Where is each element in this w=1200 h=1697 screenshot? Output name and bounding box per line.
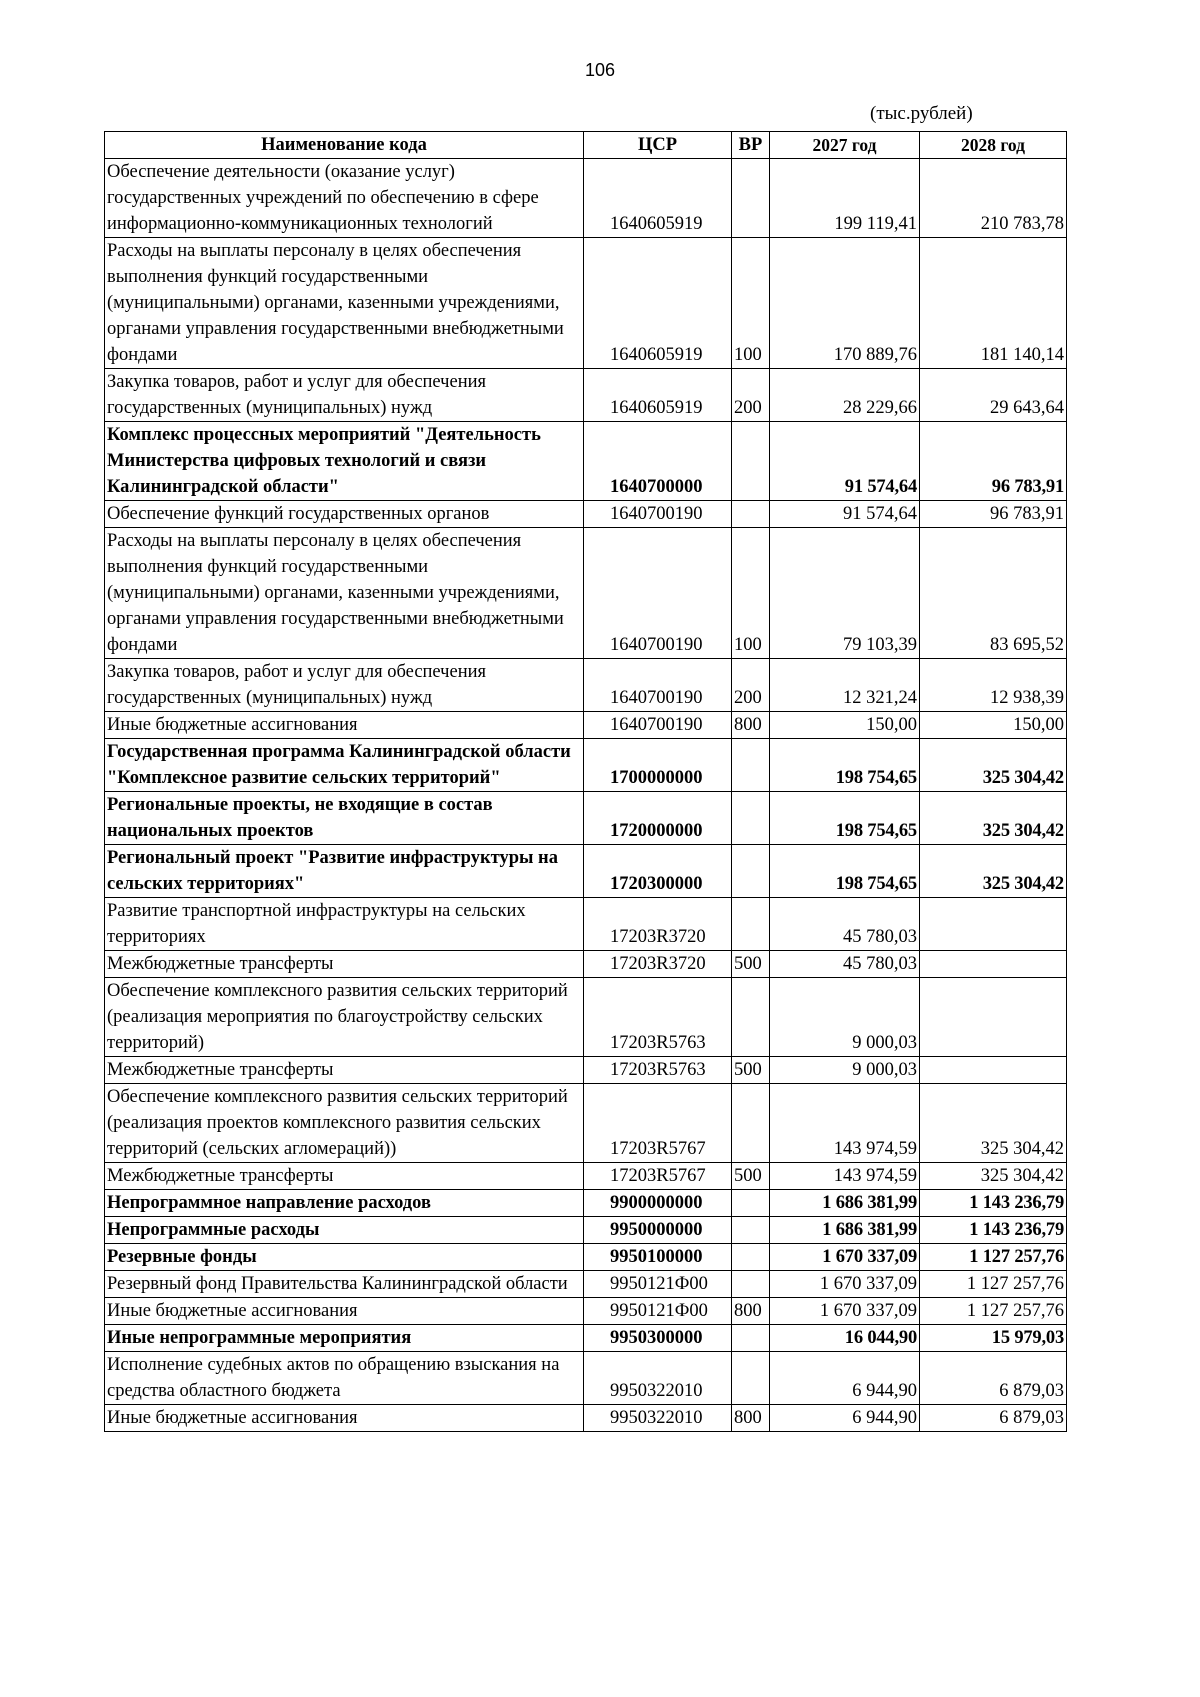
header-name: Наименование кода bbox=[105, 132, 584, 159]
cell-vr bbox=[732, 1244, 770, 1271]
table-row bbox=[105, 238, 1067, 369]
cell-vr bbox=[732, 978, 770, 1057]
cell-vr: 500 bbox=[732, 1163, 770, 1190]
cell-csr: 1640700000 bbox=[584, 422, 732, 501]
cell-2028: 83 695,52 bbox=[920, 528, 1067, 659]
cell-2027: 1 670 337,09 bbox=[770, 1244, 920, 1271]
cell-name: Межбюджетные трансферты bbox=[105, 951, 584, 978]
table-row bbox=[105, 845, 1067, 898]
cell-csr: 17203R5767 bbox=[584, 1084, 732, 1163]
cell-vr: 500 bbox=[732, 951, 770, 978]
cell-vr bbox=[732, 1217, 770, 1244]
cell-2028: 12 938,39 bbox=[920, 659, 1067, 712]
cell-2027: 143 974,59 bbox=[770, 1084, 920, 1163]
cell-2027: 1 670 337,09 bbox=[770, 1271, 920, 1298]
cell-csr: 1640605919 bbox=[584, 369, 732, 422]
cell-name: Иные бюджетные ассигнования bbox=[105, 712, 584, 739]
cell-2027: 143 974,59 bbox=[770, 1163, 920, 1190]
cell-name: Комплекс процессных мероприятий "Деятельность Министерства цифровых технологий и связи Калининградской области" bbox=[105, 422, 584, 501]
cell-csr: 1640605919 bbox=[584, 159, 732, 238]
cell-2027: 91 574,64 bbox=[770, 501, 920, 528]
cell-2028: 96 783,91 bbox=[920, 422, 1067, 501]
table-row bbox=[105, 369, 1067, 422]
cell-name: Обеспечение функций государственных органов bbox=[105, 501, 584, 528]
cell-2028: 325 304,42 bbox=[920, 1163, 1067, 1190]
cell-2027: 1 670 337,09 bbox=[770, 1298, 920, 1325]
cell-name: Иные бюджетные ассигнования bbox=[105, 1405, 584, 1432]
table-row bbox=[105, 1325, 1067, 1352]
cell-csr: 17203R5763 bbox=[584, 1057, 732, 1084]
cell-2027: 9 000,03 bbox=[770, 978, 920, 1057]
cell-vr bbox=[732, 792, 770, 845]
cell-2027: 12 321,24 bbox=[770, 659, 920, 712]
cell-2027: 79 103,39 bbox=[770, 528, 920, 659]
cell-2028: 210 783,78 bbox=[920, 159, 1067, 238]
cell-csr: 9950121Ф00 bbox=[584, 1298, 732, 1325]
table-row bbox=[105, 659, 1067, 712]
table-row bbox=[105, 1298, 1067, 1325]
table-row bbox=[105, 898, 1067, 951]
cell-vr bbox=[732, 1190, 770, 1217]
cell-2028: 6 879,03 bbox=[920, 1352, 1067, 1405]
cell-2028 bbox=[920, 978, 1067, 1057]
table-row bbox=[105, 1057, 1067, 1084]
budget-table bbox=[104, 131, 1067, 1432]
cell-name: Обеспечение комплексного развития сельских территорий (реализация мероприятия по благоустройству сельских территорий) bbox=[105, 978, 584, 1057]
cell-2027: 9 000,03 bbox=[770, 1057, 920, 1084]
table-header-row bbox=[105, 132, 1067, 159]
cell-name: Межбюджетные трансферты bbox=[105, 1057, 584, 1084]
table-row bbox=[105, 978, 1067, 1057]
cell-name: Развитие транспортной инфраструктуры на сельских территориях bbox=[105, 898, 584, 951]
cell-2027: 91 574,64 bbox=[770, 422, 920, 501]
cell-name: Иные бюджетные ассигнования bbox=[105, 1298, 584, 1325]
table-row bbox=[105, 951, 1067, 978]
cell-vr bbox=[732, 1084, 770, 1163]
cell-vr bbox=[732, 501, 770, 528]
cell-2028: 325 304,42 bbox=[920, 739, 1067, 792]
cell-vr bbox=[732, 1325, 770, 1352]
cell-csr: 17203R3720 bbox=[584, 951, 732, 978]
cell-csr: 1640700190 bbox=[584, 659, 732, 712]
cell-name: Расходы на выплаты персоналу в целях обеспечения выполнения функций государственными (муниципальными) органами, казенными учреждениями, органами управления государственными внебюджетными фондами bbox=[105, 238, 584, 369]
cell-2027: 6 944,90 bbox=[770, 1405, 920, 1432]
cell-2028: 325 304,42 bbox=[920, 845, 1067, 898]
table-row bbox=[105, 422, 1067, 501]
cell-2028: 29 643,64 bbox=[920, 369, 1067, 422]
cell-name: Региональный проект "Развитие инфраструктуры на сельских территориях" bbox=[105, 845, 584, 898]
cell-vr: 100 bbox=[732, 528, 770, 659]
cell-2028: 1 127 257,76 bbox=[920, 1244, 1067, 1271]
table-row bbox=[105, 792, 1067, 845]
cell-vr: 800 bbox=[732, 1298, 770, 1325]
cell-name: Закупка товаров, работ и услуг для обеспечения государственных (муниципальных) нужд bbox=[105, 369, 584, 422]
cell-vr: 200 bbox=[732, 369, 770, 422]
cell-csr: 17203R3720 bbox=[584, 898, 732, 951]
cell-2028: 1 143 236,79 bbox=[920, 1190, 1067, 1217]
table-row bbox=[105, 1217, 1067, 1244]
cell-vr bbox=[732, 739, 770, 792]
cell-2028: 1 127 257,76 bbox=[920, 1271, 1067, 1298]
cell-vr: 500 bbox=[732, 1057, 770, 1084]
table-row bbox=[105, 1163, 1067, 1190]
cell-name: Межбюджетные трансферты bbox=[105, 1163, 584, 1190]
cell-vr bbox=[732, 845, 770, 898]
cell-vr: 800 bbox=[732, 712, 770, 739]
cell-vr bbox=[732, 1271, 770, 1298]
cell-2027: 6 944,90 bbox=[770, 1352, 920, 1405]
cell-csr: 9950000000 bbox=[584, 1217, 732, 1244]
cell-name: Расходы на выплаты персоналу в целях обеспечения выполнения функций государственными (муниципальными) органами, казенными учреждениями, органами управления государственными внебюджетными фондами bbox=[105, 528, 584, 659]
cell-csr: 9950322010 bbox=[584, 1405, 732, 1432]
cell-vr bbox=[732, 1352, 770, 1405]
cell-2028: 325 304,42 bbox=[920, 1084, 1067, 1163]
table-row bbox=[105, 1271, 1067, 1298]
cell-vr bbox=[732, 422, 770, 501]
table-row bbox=[105, 712, 1067, 739]
cell-vr: 100 bbox=[732, 238, 770, 369]
cell-vr: 200 bbox=[732, 659, 770, 712]
table-row bbox=[105, 159, 1067, 238]
units-label: (тыс.рублей) bbox=[870, 103, 973, 124]
header-vr: ВР bbox=[732, 132, 770, 159]
cell-csr: 1640700190 bbox=[584, 712, 732, 739]
cell-2028 bbox=[920, 1057, 1067, 1084]
cell-csr: 17203R5763 bbox=[584, 978, 732, 1057]
cell-csr: 17203R5767 bbox=[584, 1163, 732, 1190]
cell-name: Резервные фонды bbox=[105, 1244, 584, 1271]
cell-csr: 9950300000 bbox=[584, 1325, 732, 1352]
cell-csr: 9950121Ф00 bbox=[584, 1271, 732, 1298]
cell-csr: 1720300000 bbox=[584, 845, 732, 898]
cell-2028: 15 979,03 bbox=[920, 1325, 1067, 1352]
cell-name: Обеспечение деятельности (оказание услуг) государственных учреждений по обеспечению в сфере информационно-коммуникационных технологий bbox=[105, 159, 584, 238]
cell-name: Непрограммное направление расходов bbox=[105, 1190, 584, 1217]
cell-2027: 45 780,03 bbox=[770, 898, 920, 951]
cell-2028: 96 783,91 bbox=[920, 501, 1067, 528]
table-body bbox=[105, 159, 1067, 1432]
cell-name: Резервный фонд Правительства Калининградской области bbox=[105, 1271, 584, 1298]
cell-csr: 9950322010 bbox=[584, 1352, 732, 1405]
cell-name: Непрограммные расходы bbox=[105, 1217, 584, 1244]
cell-csr: 1700000000 bbox=[584, 739, 732, 792]
table-row bbox=[105, 1352, 1067, 1405]
cell-2028 bbox=[920, 951, 1067, 978]
cell-2027: 16 044,90 bbox=[770, 1325, 920, 1352]
table-row bbox=[105, 1190, 1067, 1217]
table-row bbox=[105, 528, 1067, 659]
cell-vr bbox=[732, 898, 770, 951]
cell-2028: 150,00 bbox=[920, 712, 1067, 739]
cell-2028: 1 143 236,79 bbox=[920, 1217, 1067, 1244]
cell-2028: 1 127 257,76 bbox=[920, 1298, 1067, 1325]
cell-name: Закупка товаров, работ и услуг для обеспечения государственных (муниципальных) нужд bbox=[105, 659, 584, 712]
table-row bbox=[105, 1084, 1067, 1163]
header-csr: ЦСР bbox=[584, 132, 732, 159]
cell-2028: 181 140,14 bbox=[920, 238, 1067, 369]
cell-2027: 28 229,66 bbox=[770, 369, 920, 422]
table-row bbox=[105, 739, 1067, 792]
cell-vr: 800 bbox=[732, 1405, 770, 1432]
header-2028: 2028 год bbox=[920, 132, 1067, 159]
cell-2028: 325 304,42 bbox=[920, 792, 1067, 845]
header-2027: 2027 год bbox=[770, 132, 920, 159]
cell-2027: 150,00 bbox=[770, 712, 920, 739]
cell-csr: 1640605919 bbox=[584, 238, 732, 369]
cell-name: Региональные проекты, не входящие в состав национальных проектов bbox=[105, 792, 584, 845]
cell-2027: 45 780,03 bbox=[770, 951, 920, 978]
table-row bbox=[105, 501, 1067, 528]
page-number: 106 bbox=[584, 60, 616, 80]
cell-csr: 9950100000 bbox=[584, 1244, 732, 1271]
cell-2027: 199 119,41 bbox=[770, 159, 920, 238]
cell-name: Государственная программа Калининградской области "Комплексное развитие сельских территорий" bbox=[105, 739, 584, 792]
cell-2027: 1 686 381,99 bbox=[770, 1217, 920, 1244]
cell-csr: 1720000000 bbox=[584, 792, 732, 845]
cell-vr bbox=[732, 159, 770, 238]
table-row bbox=[105, 1244, 1067, 1271]
cell-2027: 170 889,76 bbox=[770, 238, 920, 369]
cell-name: Обеспечение комплексного развития сельских территорий (реализация проектов комплексного развития сельских территорий (сельских агломераций)) bbox=[105, 1084, 584, 1163]
cell-csr: 9900000000 bbox=[584, 1190, 732, 1217]
cell-2027: 198 754,65 bbox=[770, 792, 920, 845]
cell-2028 bbox=[920, 898, 1067, 951]
cell-2027: 1 686 381,99 bbox=[770, 1190, 920, 1217]
cell-2028: 6 879,03 bbox=[920, 1405, 1067, 1432]
cell-name: Исполнение судебных актов по обращению взыскания на средства областного бюджета bbox=[105, 1352, 584, 1405]
cell-2027: 198 754,65 bbox=[770, 739, 920, 792]
cell-name: Иные непрограммные мероприятия bbox=[105, 1325, 584, 1352]
cell-csr: 1640700190 bbox=[584, 528, 732, 659]
cell-2027: 198 754,65 bbox=[770, 845, 920, 898]
table-row bbox=[105, 1405, 1067, 1432]
cell-csr: 1640700190 bbox=[584, 501, 732, 528]
